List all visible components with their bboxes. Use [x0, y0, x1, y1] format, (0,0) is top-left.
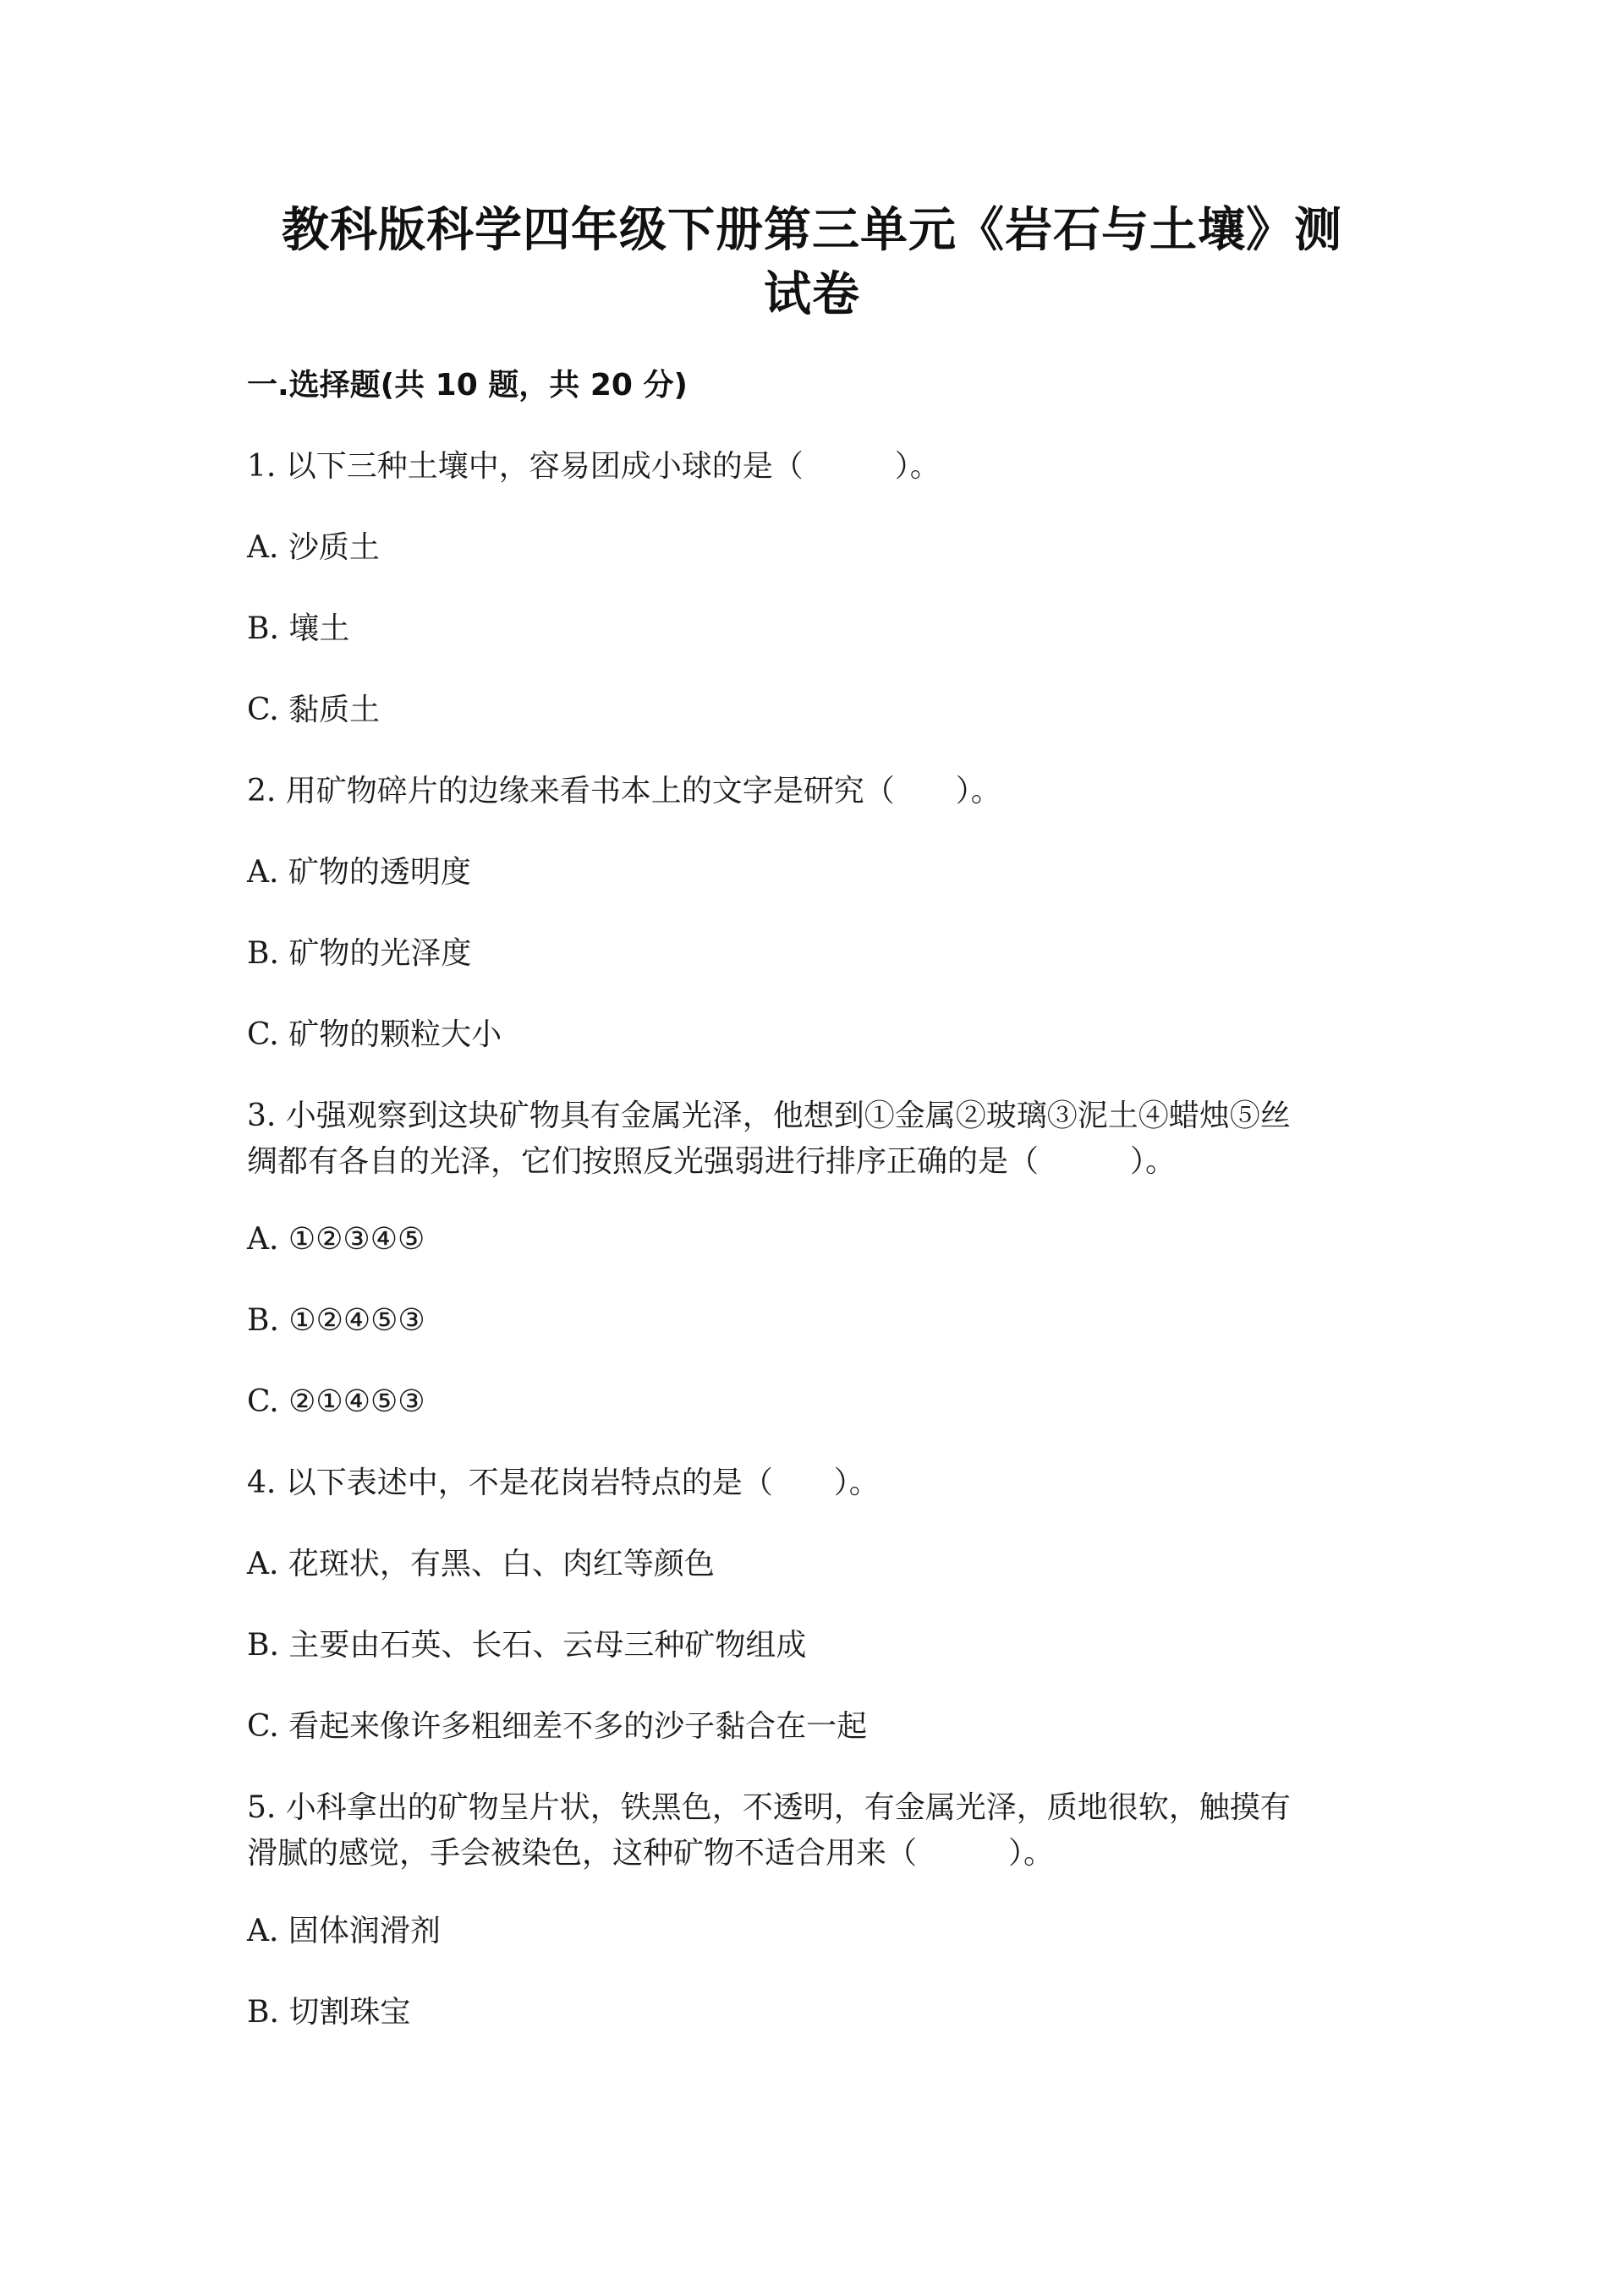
question-3-option-b: B. ①②④⑤③ — [247, 1303, 425, 1338]
question-4-option-b: B. 主要由石英、长石、云母三种矿物组成 — [247, 1628, 807, 1663]
question-5-option-b: B. 切割珠宝 — [247, 1995, 411, 2030]
question-1-option-a: A. 沙质土 — [247, 530, 380, 565]
question-2-stem: 2. 用矿物碎片的边缘来看书本上的文字是研究（ ）。 — [247, 774, 1001, 808]
section-heading: 一.选择题(共 10 题，共 20 分) — [247, 368, 688, 403]
question-1-option-c: C. 黏质土 — [247, 693, 381, 727]
question-2-option-a: A. 矿物的透明度 — [247, 855, 471, 890]
question-1-option-b: B. 壤土 — [247, 611, 350, 646]
question-3-option-a: A. ①②③④⑤ — [247, 1222, 425, 1257]
question-3-stem-line-2: 绸都有各自的光泽，它们按照反光强弱进行排序正确的是（ ）。 — [247, 1144, 1177, 1179]
page-title-line-2: 试卷 — [764, 267, 860, 322]
question-5-stem-line-2: 滑腻的感觉，手会被染色，这种矿物不适合用来（ ）。 — [247, 1836, 1055, 1871]
question-4-option-c: C. 看起来像许多粗细差不多的沙子黏合在一起 — [247, 1709, 868, 1744]
question-2-option-c: C. 矿物的颗粒大小 — [247, 1017, 502, 1052]
question-5-stem-line-1: 5. 小科拿出的矿物呈片状，铁黑色，不透明，有金属光泽，质地很软，触摸有 — [247, 1790, 1291, 1825]
question-3-option-c: C. ②①④⑤③ — [247, 1384, 425, 1419]
question-1-stem: 1. 以下三种土壤中，容易团成小球的是（ ）。 — [247, 449, 941, 484]
question-3-stem-line-1: 3. 小强观察到这块矿物具有金属光泽，他想到①金属②玻璃③泥土④蜡烛⑤丝 — [247, 1099, 1291, 1133]
question-4-option-a: A. 花斑状，有黑、白、肉红等颜色 — [247, 1547, 715, 1581]
question-4-stem: 4. 以下表述中，不是花岗岩特点的是（ ）。 — [247, 1466, 880, 1500]
question-2-option-b: B. 矿物的光泽度 — [247, 936, 472, 971]
question-5-option-a: A. 固体润滑剂 — [247, 1914, 441, 1948]
page-title-line-1: 教科版科学四年级下册第三单元《岩石与土壤》测 — [282, 203, 1342, 258]
